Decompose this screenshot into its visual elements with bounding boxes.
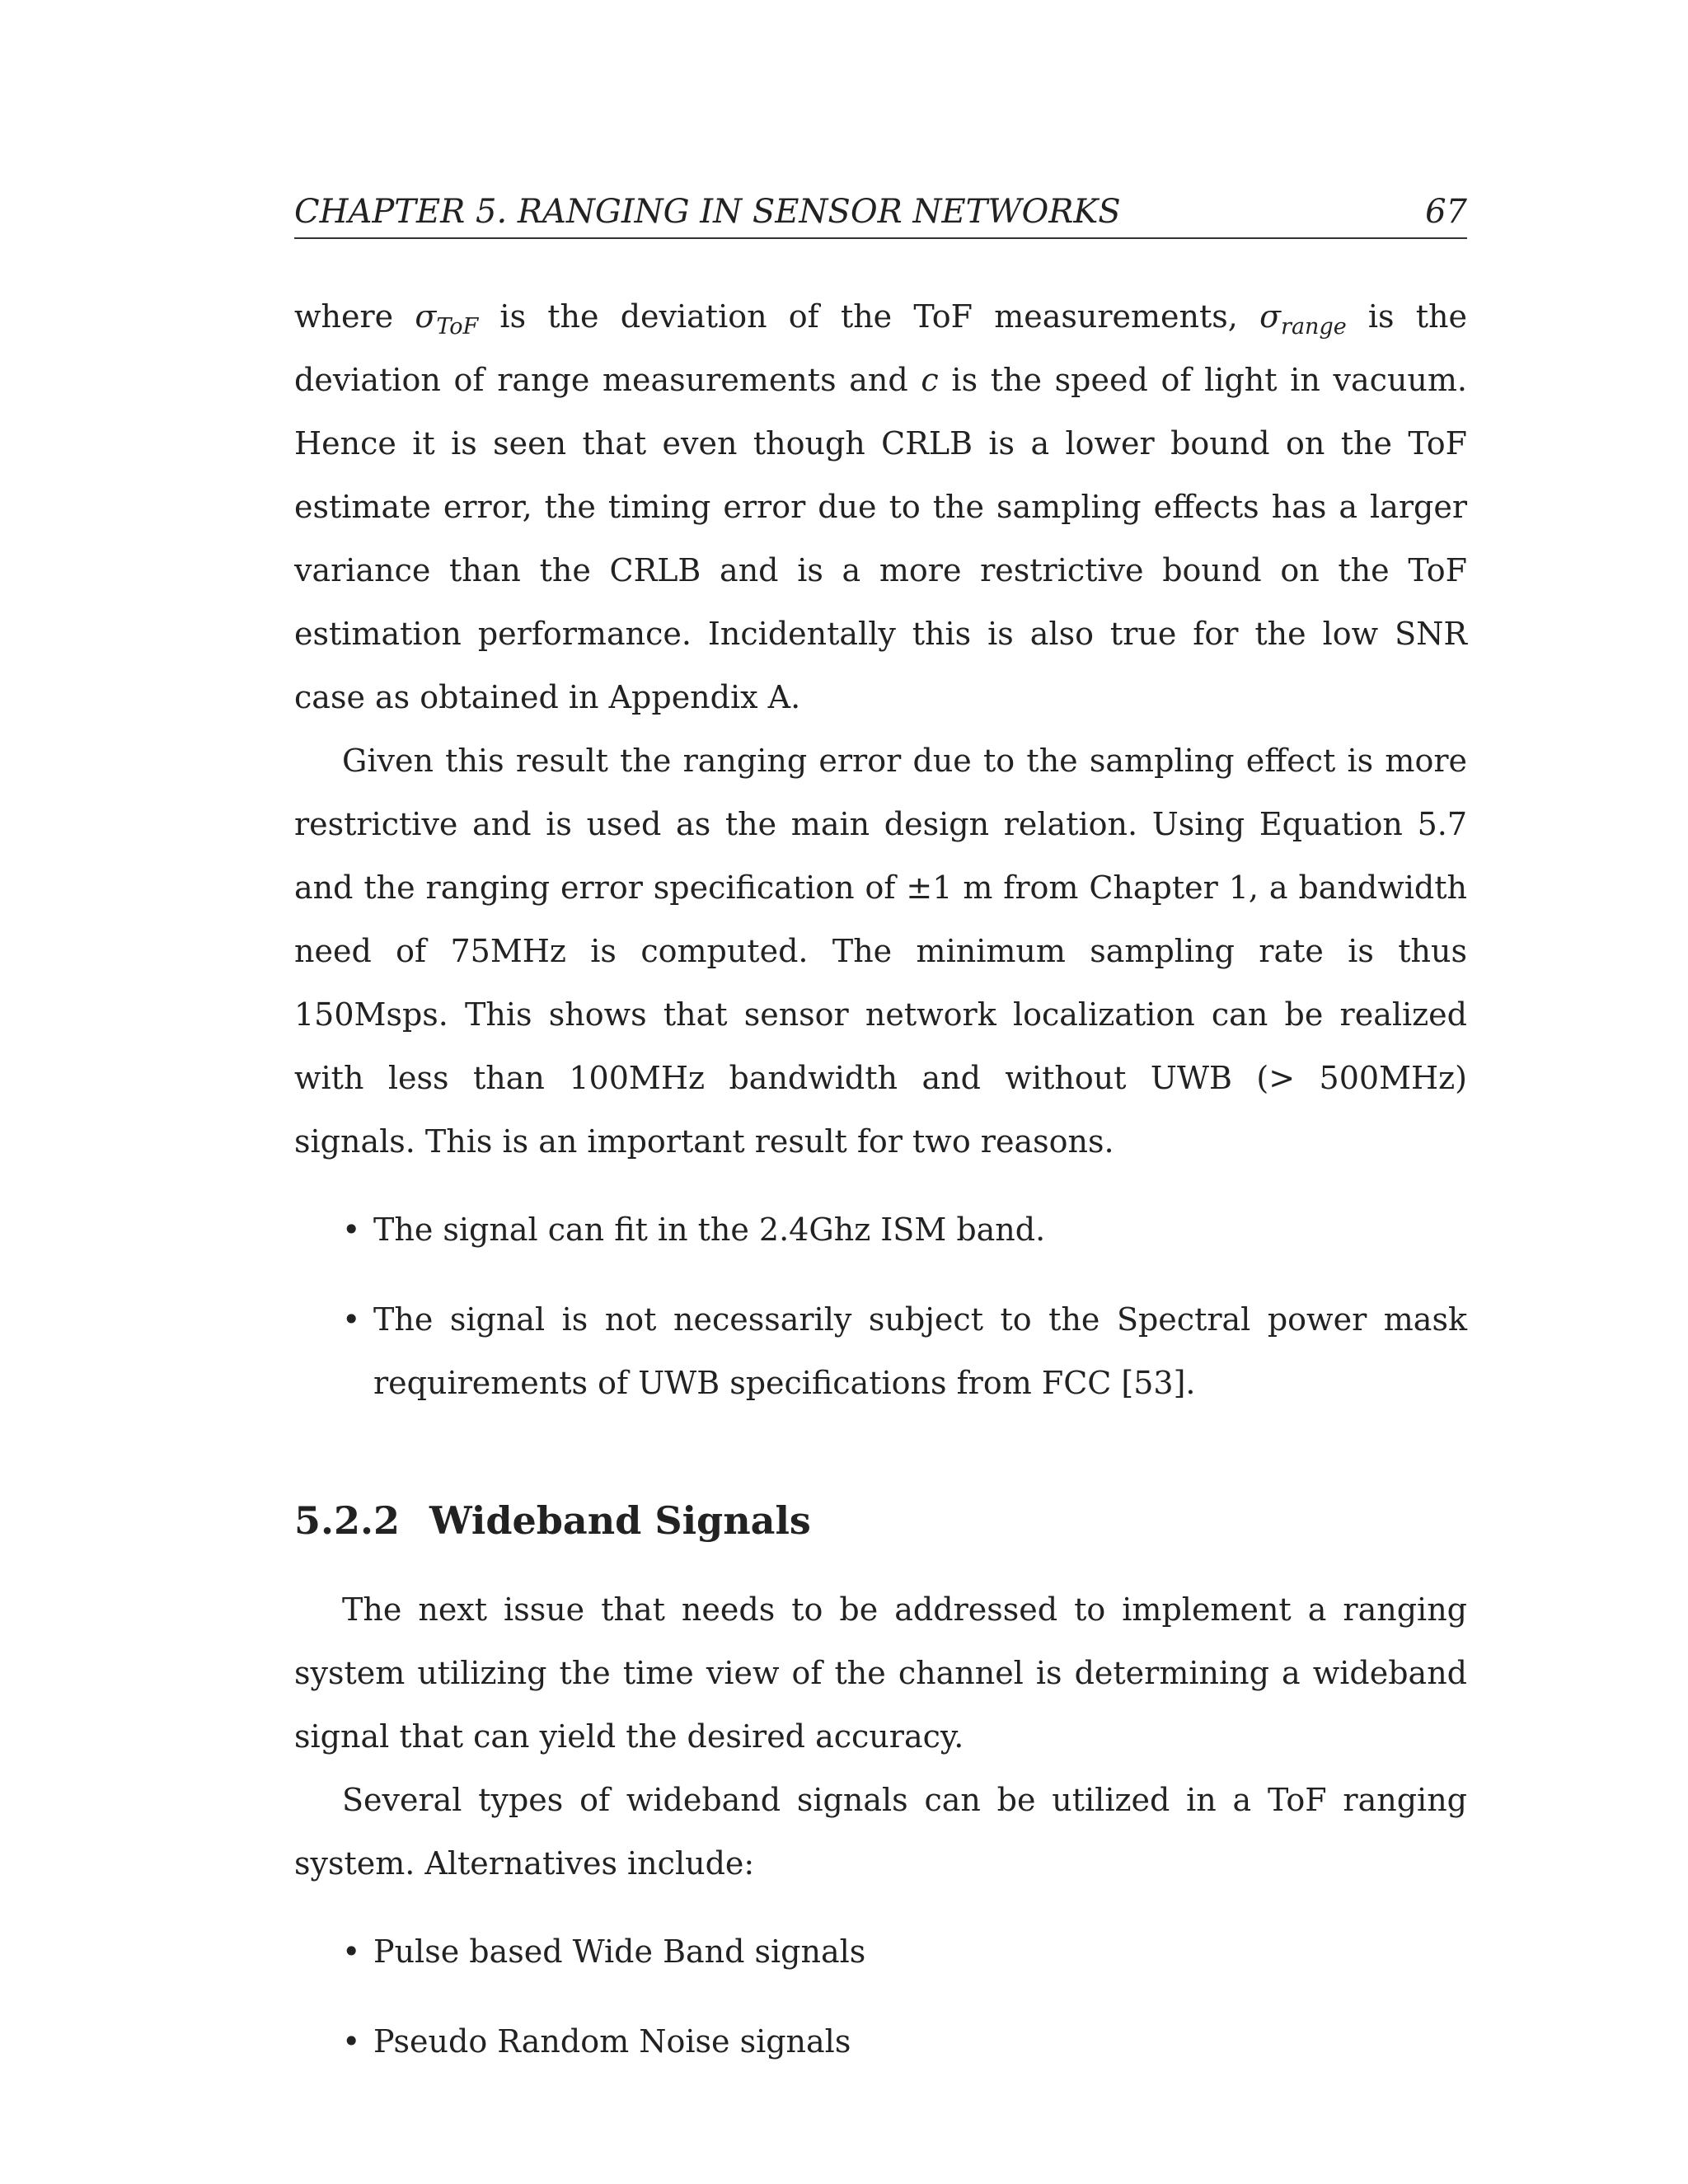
running-header bbox=[294, 190, 1467, 239]
text-run: where bbox=[294, 298, 415, 335]
section-title: Wideband Signals bbox=[429, 1498, 811, 1543]
sigma-symbol: σ bbox=[415, 298, 437, 335]
list-item-text: Pulse based Wide Band signals bbox=[373, 1933, 866, 1970]
bullet-icon: • bbox=[342, 1212, 361, 1248]
list-item-text: Pseudo Random Noise signals bbox=[373, 2023, 851, 2060]
paragraph-1 bbox=[294, 285, 1467, 729]
paragraph-3: The next issue that needs to be addressed to implement a ranging system utilizing the time view of the channel is determining a wideband signal that can yield the desired accuracy. bbox=[294, 1591, 1467, 1755]
bullet-list-reasons bbox=[294, 1198, 1467, 1415]
bullet-icon: • bbox=[342, 1933, 361, 1970]
list-item bbox=[294, 1920, 1467, 1984]
text-run: is the speed of light in vacuum. Hence it is seen that even though CRLB is a lower bound on the ToF estimate error, the timing error due to the sampling effects has a larger variance than the CRLB and is a more restrictive bound on the ToF estimation performance. Incidentally this is also true for the low SNR case as obtained in Appendix A. bbox=[294, 362, 1467, 715]
tof-subscript: ToF bbox=[436, 314, 479, 340]
text-run: is the deviation of the ToF measurements, bbox=[478, 298, 1260, 335]
section-heading bbox=[294, 1496, 1467, 1545]
chapter-title: CHAPTER 5. RANGING IN SENSOR NETWORKS bbox=[294, 193, 1121, 231]
bullet-icon: • bbox=[342, 1301, 361, 1338]
sigma-range-symbol bbox=[1259, 298, 1347, 340]
list-item bbox=[294, 1288, 1467, 1415]
page-number: 67 bbox=[1425, 193, 1467, 231]
sigma-symbol: σ bbox=[1259, 298, 1282, 335]
list-item-text: The signal can fit in the 2.4Ghz ISM band. bbox=[373, 1212, 1046, 1248]
list-item bbox=[294, 2010, 1467, 2074]
bullet-list-alternatives bbox=[294, 1920, 1467, 2074]
text-run: is the deviation of range measurements and bbox=[294, 298, 1468, 398]
paragraph-2: Given this result the ranging error due to the sampling effect is more restrictive and is used as the main design relation. Using Equation 5.7 and the ranging error specification of ±1 m from Chapter 1, a bandwidth need of 75MHz is computed. The minimum sampling rate is thus 150Msps. This shows that sensor network localization can be realized with less than 100MHz bandwidth and without UWB (> 500MHz) signals. This is an important result for two reasons. bbox=[294, 743, 1467, 1160]
speed-of-light-symbol: c bbox=[921, 362, 939, 398]
list-item-text: The signal is not necessarily subject to the Spectral power mask requirements of UWB specifications from FCC [53]. bbox=[373, 1301, 1467, 1401]
list-item bbox=[294, 1198, 1467, 1262]
page bbox=[294, 190, 1467, 2074]
range-subscript: range bbox=[1281, 314, 1347, 340]
bullet-icon: • bbox=[342, 2023, 361, 2060]
section-number: 5.2.2 bbox=[294, 1498, 401, 1543]
paragraph-4: Several types of wideband signals can be utilized in a ToF ranging system. Alternatives include: bbox=[294, 1782, 1467, 1882]
sigma-tof-symbol bbox=[415, 298, 479, 340]
